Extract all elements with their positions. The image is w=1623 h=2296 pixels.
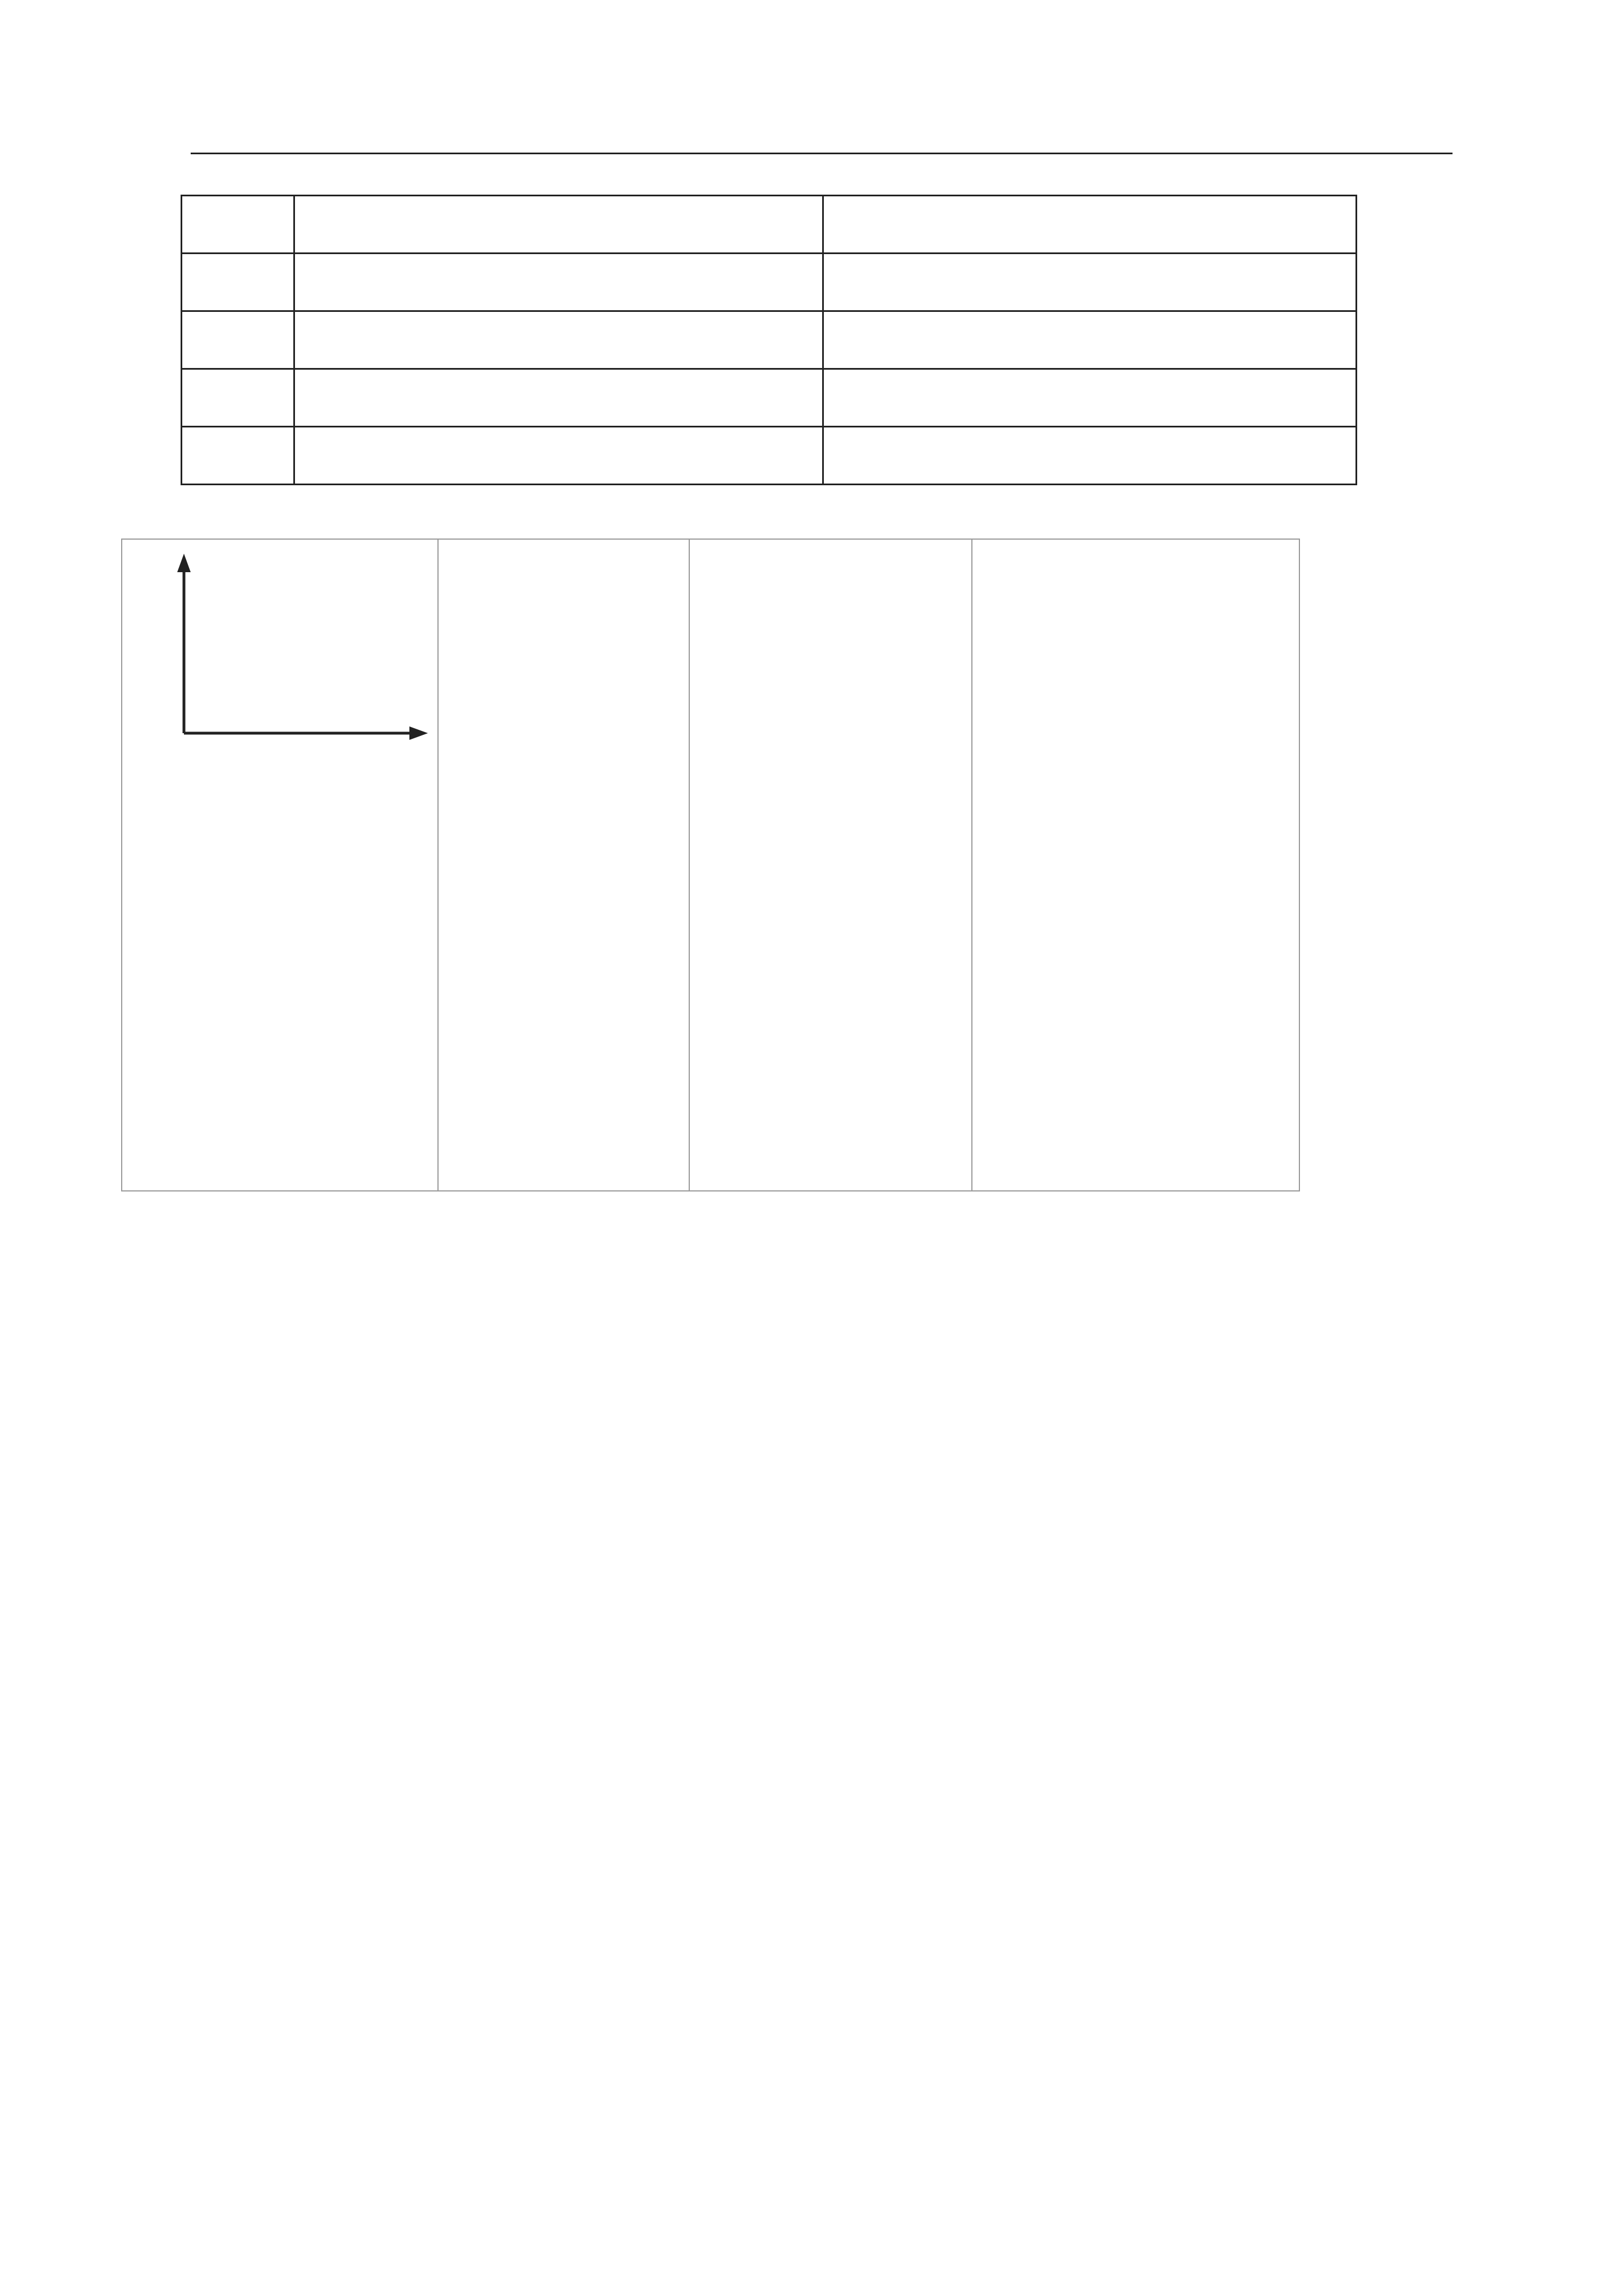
header-substance [294,196,823,254]
row-substance [294,427,823,485]
graph-a-x-arrow [409,726,428,740]
graph-options-table [121,539,1300,1191]
table-row [182,427,1357,485]
graph-cell-a [122,539,438,1191]
row-method [823,311,1357,369]
row-method [823,369,1357,427]
header-rule [191,153,1453,154]
row-substance [294,369,823,427]
graph-a [122,540,436,955]
table-header-row [182,196,1357,254]
header-method [823,196,1357,254]
row-option [182,427,294,485]
graph-a-y-arrow [177,554,191,572]
table-row [182,369,1357,427]
row-substance [294,311,823,369]
table-row [182,254,1357,311]
row-option [182,311,294,369]
header-option [182,196,294,254]
table-row [182,311,1357,369]
row-option [182,369,294,427]
row-substance [294,254,823,311]
row-method [823,427,1357,485]
row-option [182,254,294,311]
row-method [823,254,1357,311]
purification-table [181,195,1357,485]
